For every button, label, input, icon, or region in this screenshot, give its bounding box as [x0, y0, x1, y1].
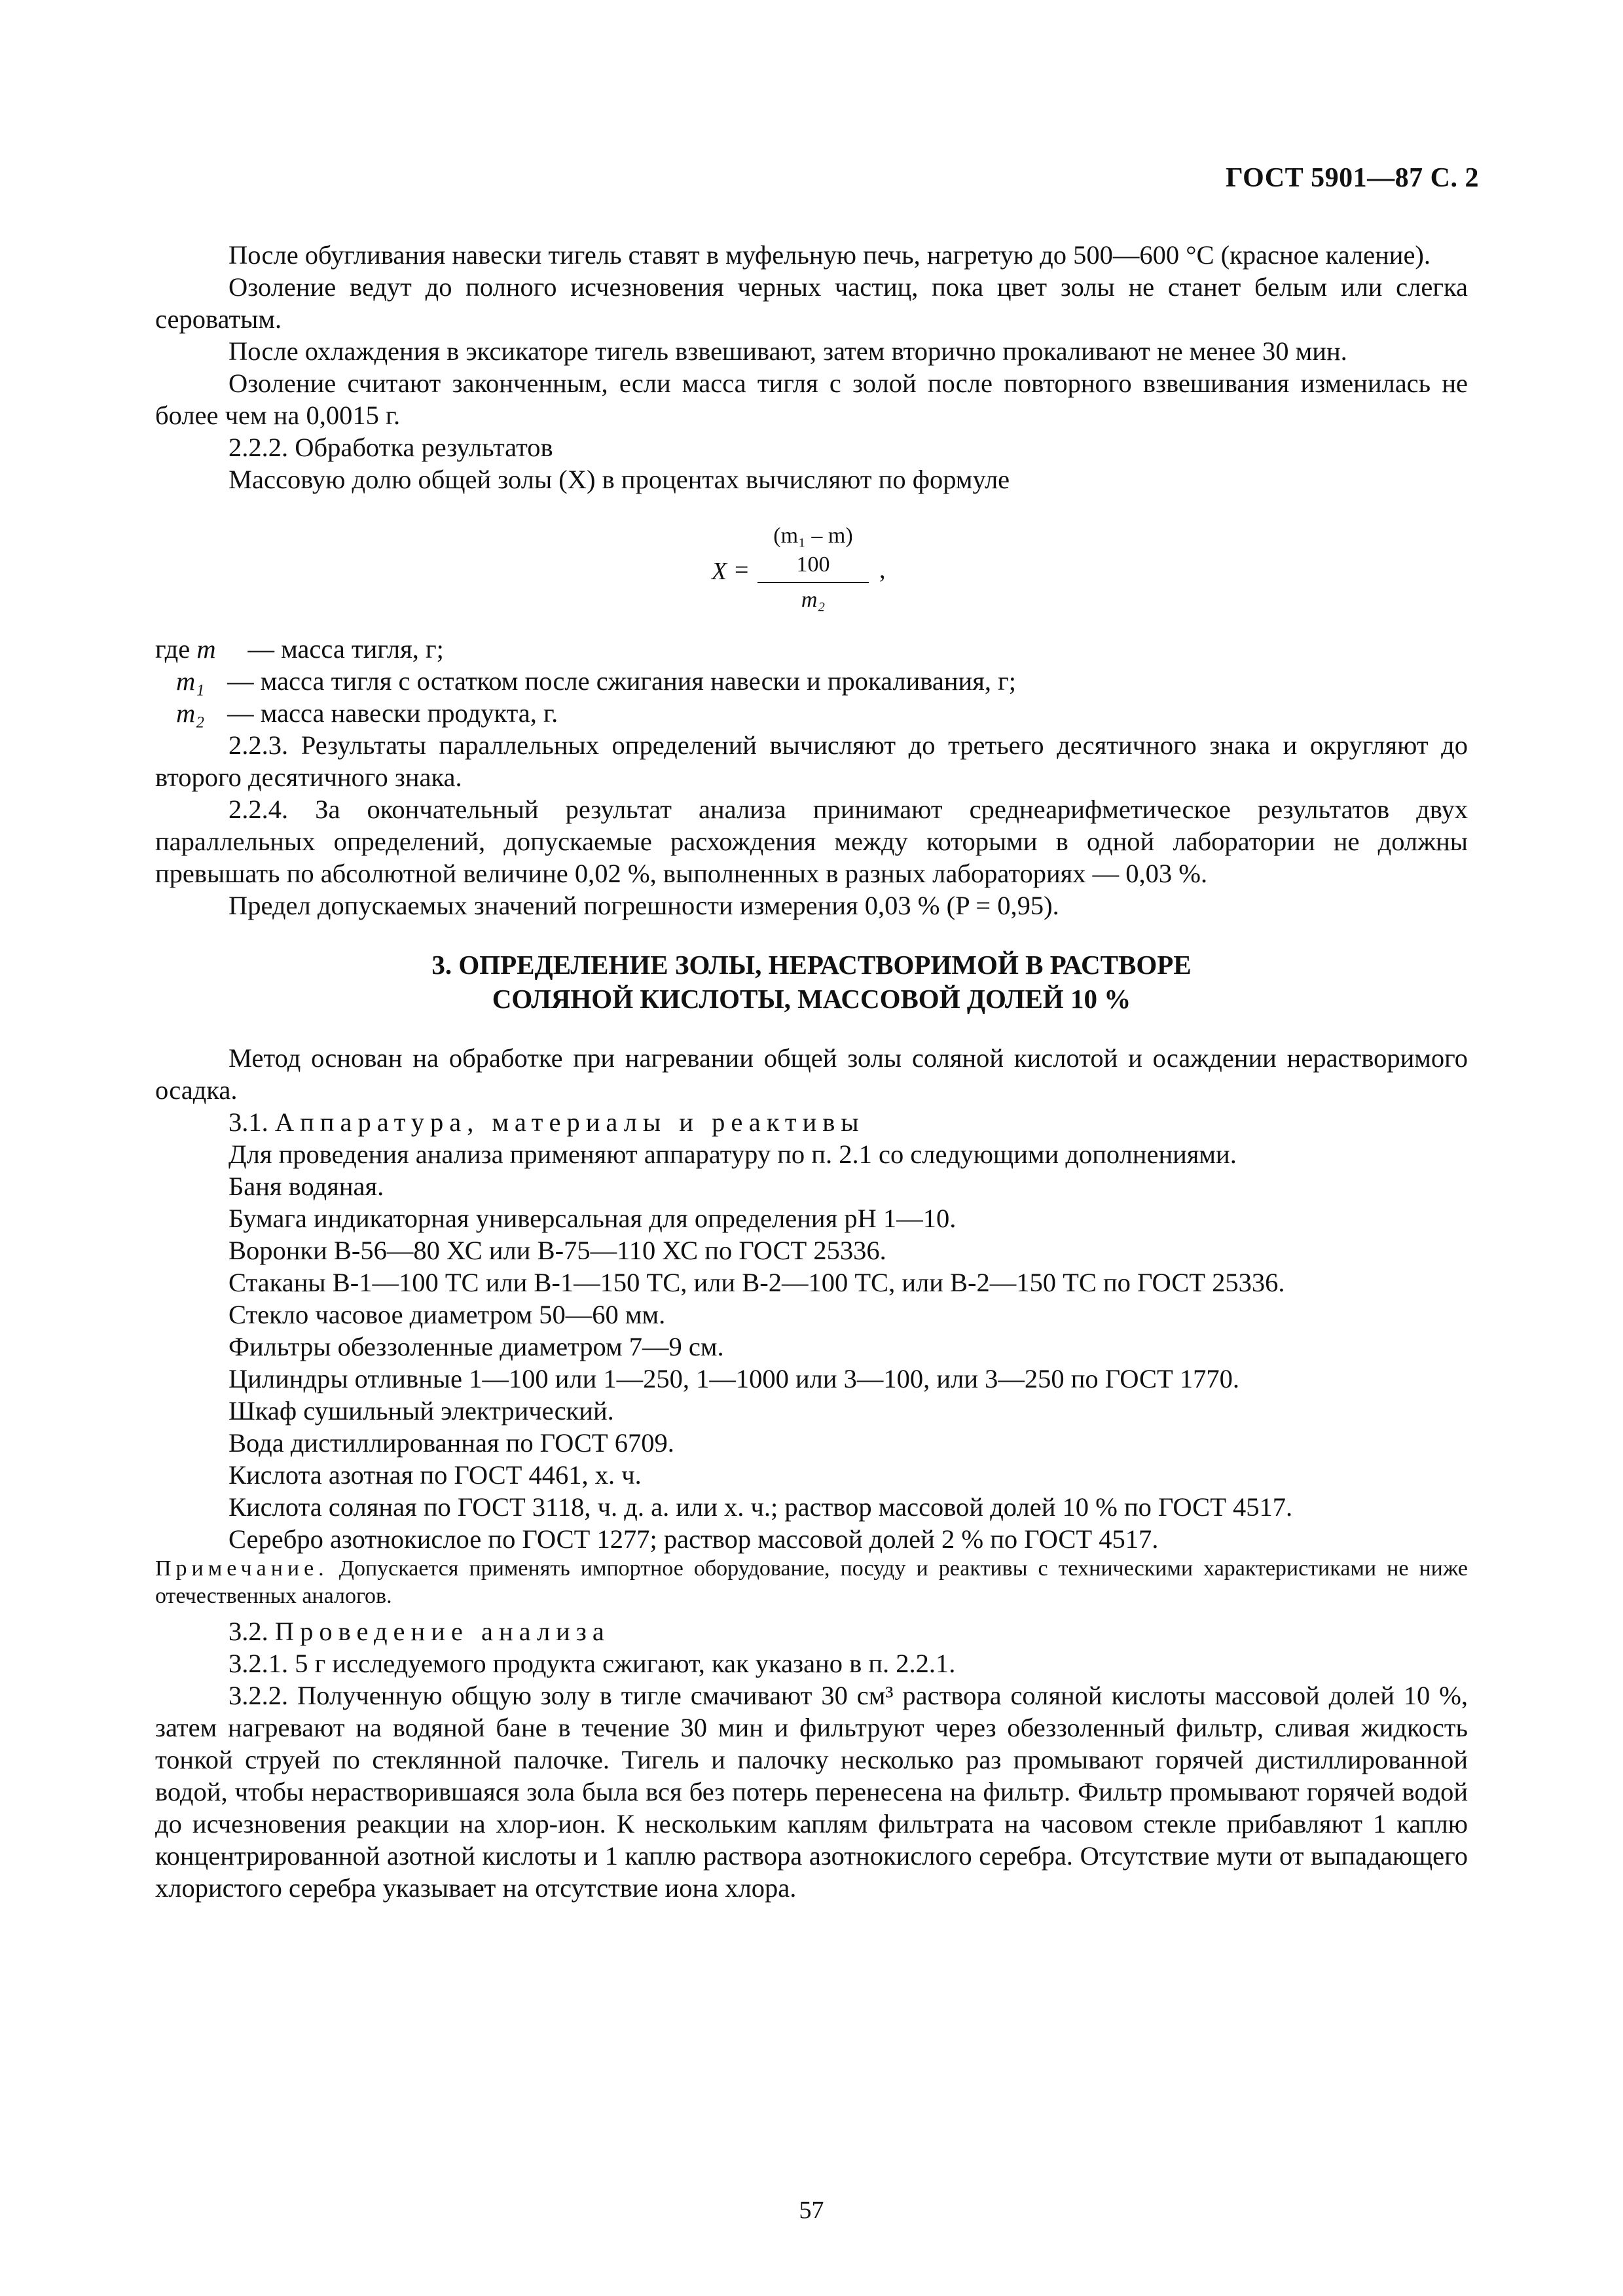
- fraction-bar: [757, 582, 869, 583]
- formula-block: [155, 522, 1468, 633]
- paragraph-2-2-3: 2.2.3. Результаты параллельных определений вычисляют до третьего десятичного знака и округляют до второго десятичного знака.: [155, 730, 1468, 792]
- formula-equals: =: [735, 556, 749, 584]
- formula-denominator: m₂: [801, 588, 826, 612]
- note-label: Примечание.: [155, 1556, 329, 1581]
- section-3-2-number: 3.2.: [228, 1617, 268, 1646]
- page-number: 57: [799, 2197, 824, 2224]
- note: [155, 1555, 1468, 1610]
- where-symbol: m₂: [176, 698, 205, 728]
- section-3-1-title: [155, 1106, 1468, 1138]
- paragraph-error-limit: Предел допускаемых значений погрешности измерения 0,03 % (P = 0,95).: [228, 891, 1059, 920]
- where-symbol: m₁: [176, 666, 205, 696]
- paragraph-method: Метод основан на обработке при нагревании общей золы соляной кислотой и осаждении нерастворимого осадка.: [155, 1043, 1468, 1105]
- section-3-heading-line1: 3. ОПРЕДЕЛЕНИЕ ЗОЛЫ, НЕРАСТВОРИМОЙ В РАСТВОРЕ: [431, 950, 1192, 980]
- formula-intro: Массовую долю общей золы (X) в процентах вычисляют по формуле: [228, 465, 1010, 494]
- equipment-item: Бумага индикаторная универсальная для определения рН 1—10.: [228, 1204, 957, 1233]
- paragraph-3-2-2: 3.2.2. Полученную общую золу в тигле смачивают 30 см³ раствора соляной кислоты массовой долей 10 %, затем нагревают на водяной бане в течение 30 мин и фильтруют через обеззоленный фильтр, сливая жидкость тонкой струей по стеклянной палочке. Тигель и палочку несколько раз промывают горячей дистиллированной водой, чтобы нерастворившаяся зола была вся без потерь перенесена на фильтр. Фильтр промывают горячей водой до исчезновения реакции на хлор-ион. К нескольким каплям фильтрата на часовом стекле прибавляют 1 каплю концентрированной азотной кислоты и 1 каплю раствора азотнокислого серебра. Отсутствие мути от выпадающего хлористого серебра указывает на отсутствие иона хлора.: [155, 1681, 1468, 1903]
- equipment-item: Воронки В-56—80 ХС или В-75—110 ХС по ГОСТ 25336.: [228, 1236, 886, 1265]
- paragraph-cooling: После охлаждения в эксикаторе тигель взвешивают, затем вторично прокаливают не менее 30 мин.: [228, 336, 1347, 366]
- section-3-2-label: Проведение анализа: [274, 1617, 610, 1646]
- formula-lhs: X: [712, 558, 727, 585]
- equipment-item: Баня водяная.: [228, 1172, 384, 1201]
- paragraph-2-2-4: 2.2.4. За окончательный результат анализа принимают среднеарифметическое результатов двух параллельных определений, допускаемые расхождения между которыми в одной лаборатории не должны превышать по абсолютной величине 0,02 %, выполненных в разных лабораториях — 0,03 %.: [155, 795, 1468, 888]
- equipment-item: Стаканы В-1—100 ТС или В-1—150 ТС, или В-2—100 ТС, или В-2—150 ТС по ГОСТ 25336.: [228, 1268, 1285, 1297]
- paragraph-3-2-1: 3.2.1. 5 г исследуемого продукта сжигают, как указано в п. 2.2.1.: [228, 1649, 956, 1678]
- section-3-1-number: 3.1.: [228, 1107, 268, 1137]
- section-2-2-2-title: 2.2.2. Обработка результатов: [228, 433, 553, 462]
- where-text: — масса тигля, г;: [247, 634, 444, 664]
- formula-comma: ,: [879, 556, 886, 584]
- paragraph-ashing-until: Озоление ведут до полного исчезновения черных частиц, пока цвет золы не станет белым или слегка сероватым.: [155, 272, 1468, 334]
- formula-fraction: [757, 522, 869, 613]
- equipment-item: Для проведения анализа применяют аппаратуру по п. 2.1 со следующими дополнениями.: [228, 1139, 1237, 1169]
- formula-numerator: (m₁ – m) 100: [773, 524, 853, 577]
- section-3-1-label: Аппаратура, материалы и реактивы: [274, 1107, 865, 1137]
- equipment-item: Кислота азотная по ГОСТ 4461, х. ч.: [228, 1460, 642, 1490]
- equipment-item: Кислота соляная по ГОСТ 3118, ч. д. а. или х. ч.; раствор массовой долей 10 % по ГОСТ 4517.: [228, 1492, 1293, 1522]
- page-header: ГОСТ 5901—87 С. 2: [1225, 163, 1479, 193]
- equipment-item: Стекло часовое диаметром 50—60 мм.: [228, 1300, 666, 1329]
- equipment-item: Серебро азотнокислое по ГОСТ 1277; раствор массовой долей 2 % по ГОСТ 4517.: [228, 1524, 1159, 1554]
- section-3-heading: [155, 948, 1468, 1016]
- equipment-item: Цилиндры отливные 1—100 или 1—250, 1—1000 или 3—100, или 3—250 по ГОСТ 1770.: [228, 1364, 1239, 1393]
- where-line-m1: [155, 665, 1468, 697]
- where-line-m2: [155, 697, 1468, 729]
- where-symbol: m: [196, 634, 216, 664]
- where-line-m: [155, 633, 1468, 665]
- where-text: — масса навески продукта, г.: [227, 698, 558, 728]
- section-3-heading-line2: СОЛЯНОЙ КИСЛОТЫ, МАССОВОЙ ДОЛЕЙ 10 %: [492, 984, 1131, 1014]
- where-text: — масса тигля с остатком после сжигания навески и прокаливания, г;: [227, 666, 1016, 696]
- equipment-item: Шкаф сушильный электрический.: [228, 1396, 614, 1426]
- note-text: Допускается применять импортное оборудование, посуду и реактивы с техническими характеристиками не ниже отечественных аналогов.: [155, 1556, 1468, 1608]
- document-body: [155, 239, 1468, 1904]
- equipment-item: Вода дистиллированная по ГОСТ 6709.: [228, 1428, 674, 1458]
- equipment-item: Фильтры обеззоленные диаметром 7—9 см.: [228, 1332, 724, 1361]
- section-3-2-title: [155, 1615, 1468, 1647]
- where-prefix: где: [155, 634, 191, 664]
- paragraph-ashing-complete: Озоление считают законченным, если масса тигля с золой после повторного взвешивания изменилась не более чем на 0,0015 г.: [155, 368, 1468, 430]
- paragraph-ashing-furnace: После обугливания навески тигель ставят в муфельную печь, нагретую до 500—600 °С (красное каление).: [228, 240, 1431, 270]
